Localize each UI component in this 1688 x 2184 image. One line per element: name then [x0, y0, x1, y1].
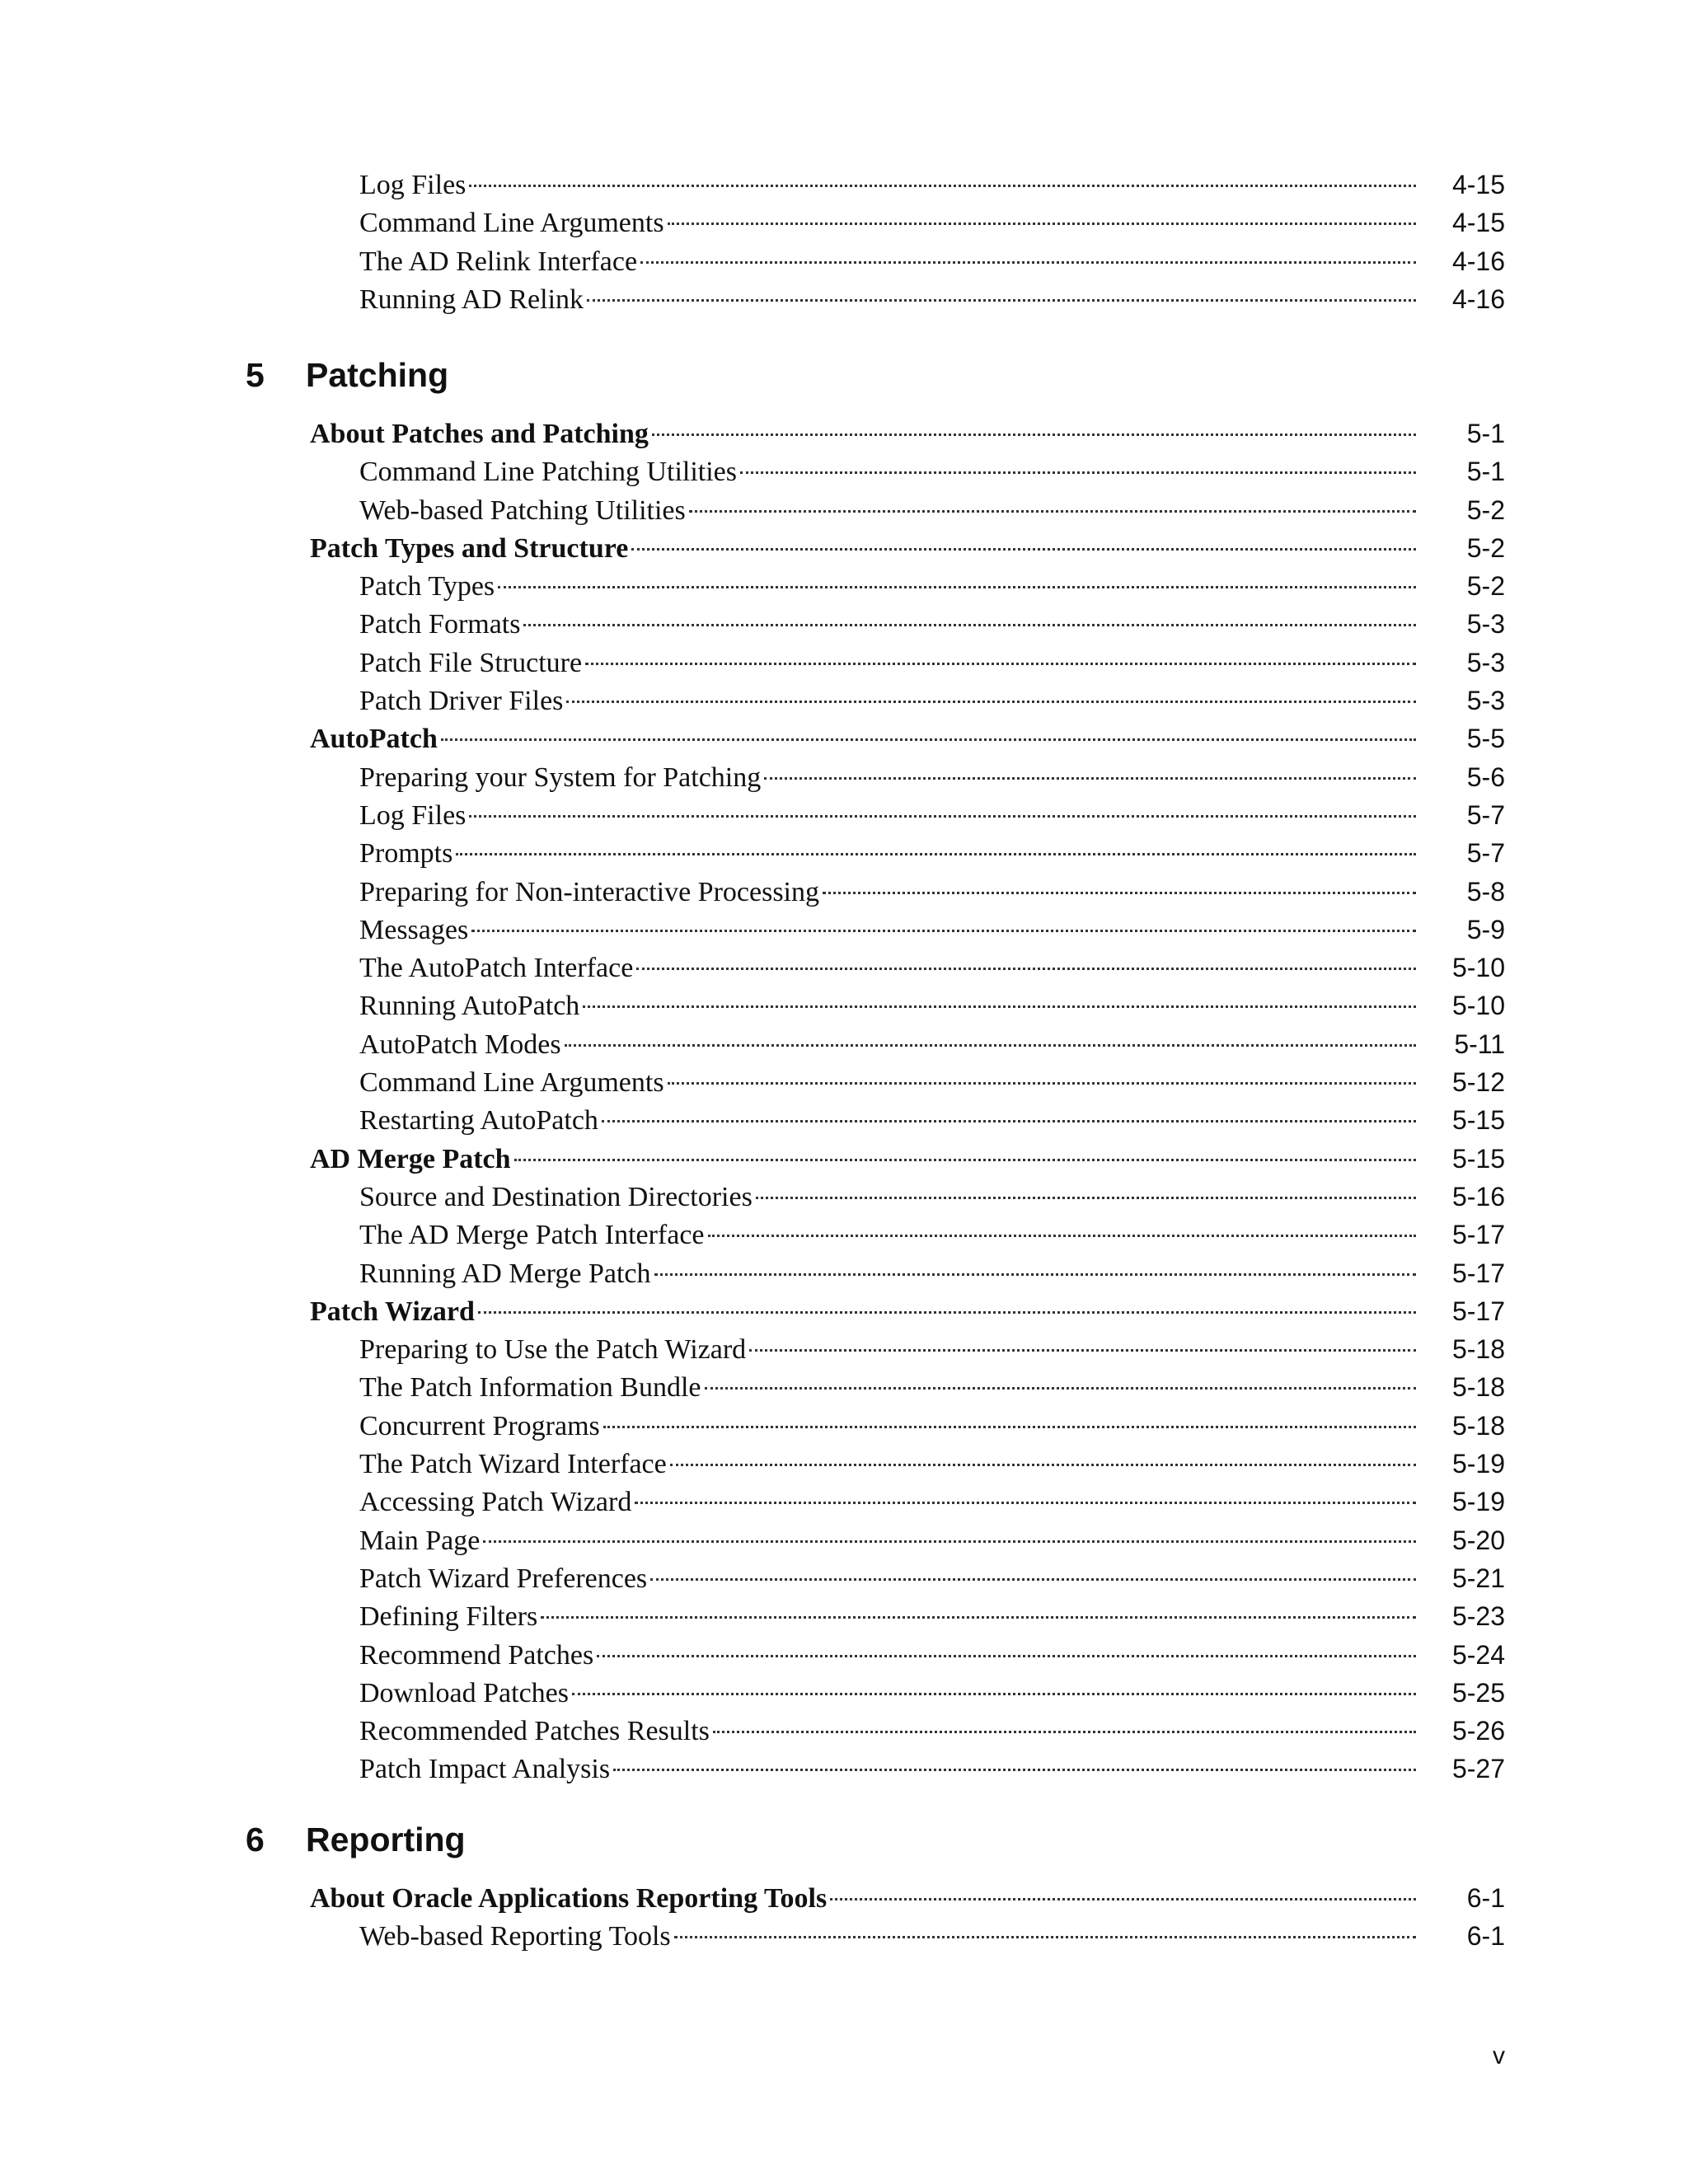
toc-page-ref: 4-15: [1451, 170, 1505, 199]
toc-section-entry[interactable]: [310, 419, 1505, 457]
dot-leader: [713, 1731, 1416, 1733]
toc-entry-title: Patch Types: [359, 571, 495, 602]
toc-entry-title: Patch Driver Files: [359, 686, 564, 716]
dot-leader: [602, 1120, 1416, 1122]
toc-subsection-entry[interactable]: [359, 1921, 1505, 1959]
toc-entry-title: Preparing your System for Patching: [359, 762, 762, 793]
toc-entry-title: The AD Merge Patch Interface: [359, 1220, 705, 1250]
toc-subsection-entry[interactable]: [359, 609, 1505, 647]
dot-leader: [514, 1159, 1416, 1161]
chapter-title[interactable]: Reporting: [306, 1821, 466, 1858]
toc-page-ref: 5-26: [1451, 1716, 1505, 1746]
chapter-number: 5: [246, 356, 265, 394]
toc-subsection-entry[interactable]: [359, 1067, 1505, 1105]
toc-entry-title: Web-based Patching Utilities: [359, 495, 686, 526]
dot-leader: [636, 968, 1416, 970]
toc-page-ref: 5-25: [1451, 1678, 1505, 1708]
toc-page-ref: 5-18: [1451, 1334, 1505, 1364]
toc-page-ref: 5-18: [1451, 1411, 1505, 1441]
dot-leader: [652, 434, 1416, 436]
dot-leader: [566, 701, 1416, 703]
toc-page-ref: 5-17: [1451, 1220, 1505, 1249]
toc-subsection-entry[interactable]: [359, 495, 1505, 533]
toc-page-ref: 5-21: [1451, 1563, 1505, 1593]
toc-entry-title: The Patch Wizard Interface: [359, 1449, 667, 1479]
toc-page-ref: 5-18: [1451, 1372, 1505, 1402]
toc-page-ref: 4-16: [1451, 246, 1505, 276]
dot-leader: [469, 185, 1416, 187]
toc-entry-title: Concurrent Programs: [359, 1411, 600, 1441]
dot-leader: [674, 1936, 1416, 1938]
toc-entry-title: Log Files: [359, 170, 467, 200]
toc-page-ref: 5-3: [1466, 648, 1505, 677]
toc-page-ref: 4-15: [1451, 208, 1505, 237]
toc-subsection-entry[interactable]: [359, 800, 1505, 838]
toc-subsection-entry[interactable]: [359, 1334, 1505, 1372]
toc-page-ref: 5-17: [1451, 1258, 1505, 1288]
toc-subsection-entry[interactable]: [359, 1754, 1505, 1792]
toc-page-ref: 5-2: [1466, 495, 1505, 525]
dot-leader: [541, 1616, 1416, 1619]
toc-page-ref: 5-10: [1451, 953, 1505, 982]
toc-page-ref: 5-1: [1466, 419, 1505, 448]
toc-subsection-entry[interactable]: [359, 246, 1505, 284]
toc-entry-title: Preparing to Use the Patch Wizard: [359, 1334, 747, 1365]
toc-entry-title: Running AutoPatch: [359, 991, 580, 1021]
toc-entry-title: AutoPatch Modes: [359, 1029, 561, 1060]
toc-subsection-entry[interactable]: [359, 1716, 1505, 1754]
toc-page-ref: 5-19: [1451, 1449, 1505, 1479]
dot-leader: [830, 1898, 1416, 1900]
toc-subsection-entry[interactable]: [359, 991, 1505, 1029]
toc-subsection-entry[interactable]: [359, 170, 1505, 208]
dot-leader: [689, 510, 1416, 513]
toc-entry-title: Restarting AutoPatch: [359, 1105, 598, 1136]
toc-entry-title: AutoPatch: [310, 724, 438, 754]
toc-entry-title: The AD Relink Interface: [359, 246, 638, 277]
toc-section-entry[interactable]: [310, 1144, 1505, 1182]
dot-leader: [756, 1197, 1416, 1199]
toc-page-ref: 5-19: [1451, 1487, 1505, 1516]
toc-page-ref: 5-11: [1454, 1029, 1505, 1059]
toc-page-ref: 5-5: [1466, 724, 1505, 753]
dot-leader: [668, 1082, 1416, 1085]
dot-leader: [478, 1311, 1416, 1314]
toc-subsection-entry[interactable]: [359, 1372, 1505, 1410]
dot-leader: [613, 1769, 1416, 1771]
toc-entry-title: Web-based Reporting Tools: [359, 1921, 671, 1952]
toc-page-ref: 6-1: [1466, 1921, 1505, 1951]
toc-entry-title: About Oracle Applications Reporting Tools: [310, 1883, 828, 1914]
toc-page-ref: 5-2: [1466, 571, 1505, 601]
dot-leader: [635, 1502, 1416, 1504]
dot-leader: [603, 1426, 1416, 1428]
dot-leader: [572, 1693, 1416, 1695]
toc-page-ref: 6-1: [1466, 1883, 1505, 1913]
toc-subsection-entry[interactable]: [359, 1182, 1505, 1220]
toc-entry-title: Source and Destination Directories: [359, 1182, 753, 1212]
toc-subsection-entry[interactable]: [359, 1601, 1505, 1639]
toc-subsection-entry[interactable]: [359, 1487, 1505, 1525]
dot-leader: [668, 223, 1416, 225]
toc-page-ref: 5-23: [1451, 1601, 1505, 1631]
page-number: v: [1493, 2042, 1505, 2069]
toc-page-ref: 5-17: [1451, 1296, 1505, 1326]
toc-page-ref: 5-15: [1451, 1105, 1505, 1135]
dot-leader: [471, 930, 1416, 932]
toc-subsection-entry[interactable]: [359, 1678, 1505, 1716]
dot-leader: [740, 471, 1416, 474]
toc-page-ref: 5-20: [1451, 1526, 1505, 1555]
toc-page-ref: 4-16: [1451, 284, 1505, 314]
toc-subsection-entry[interactable]: [359, 1640, 1505, 1678]
toc-subsection-entry[interactable]: [359, 915, 1505, 953]
toc-subsection-entry[interactable]: [359, 953, 1505, 991]
toc-page-ref: 5-3: [1466, 609, 1505, 639]
toc-entry-title: Patch Impact Analysis: [359, 1754, 611, 1784]
toc-entry-title: Defining Filters: [359, 1601, 538, 1632]
toc-entry-title: Command Line Arguments: [359, 1067, 664, 1098]
toc-page-ref: 5-12: [1451, 1067, 1505, 1097]
dot-leader: [585, 663, 1416, 665]
toc-subsection-entry[interactable]: [359, 1563, 1505, 1601]
toc-subsection-entry[interactable]: [359, 284, 1505, 322]
dot-leader: [631, 548, 1416, 551]
toc-page-ref: 5-3: [1466, 686, 1505, 715]
dot-leader: [565, 1044, 1416, 1047]
toc-entry-title: Main Page: [359, 1526, 481, 1556]
dot-leader: [498, 586, 1416, 588]
toc-subsection-entry[interactable]: [359, 762, 1505, 800]
toc-subsection-entry[interactable]: [359, 838, 1505, 876]
toc-entry-title: Patch File Structure: [359, 648, 583, 678]
dot-leader: [749, 1349, 1416, 1352]
toc-section-entry[interactable]: [310, 1883, 1505, 1921]
toc-entry-title: Recommended Patches Results: [359, 1716, 710, 1746]
toc-page-ref: 5-9: [1466, 915, 1505, 944]
toc-page-ref: 5-8: [1466, 877, 1505, 907]
toc-subsection-entry[interactable]: [359, 1411, 1505, 1449]
dot-leader: [483, 1540, 1416, 1543]
toc-entry-title: Messages: [359, 915, 469, 945]
toc-entry-title: Running AD Relink: [359, 284, 584, 315]
toc-entry-title: Patch Wizard Preferences: [359, 1563, 648, 1594]
toc-page-ref: 5-24: [1451, 1640, 1505, 1670]
toc-subsection-entry[interactable]: [359, 1258, 1505, 1296]
toc-page-ref: 5-2: [1466, 533, 1505, 563]
toc-entry-title: Patch Formats: [359, 609, 521, 640]
toc-entry-title: Prompts: [359, 838, 453, 869]
toc-section-entry[interactable]: [310, 533, 1505, 571]
dot-leader: [523, 624, 1416, 626]
toc-entry-title: Command Line Patching Utilities: [359, 457, 738, 487]
toc-page-ref: 5-16: [1451, 1182, 1505, 1212]
toc-entry-title: Accessing Patch Wizard: [359, 1487, 632, 1517]
toc-subsection-entry[interactable]: [359, 571, 1505, 609]
toc-page-ref: 5-7: [1466, 838, 1505, 868]
dot-leader: [456, 853, 1416, 855]
toc-page-ref: 5-15: [1451, 1144, 1505, 1174]
dot-leader: [640, 261, 1416, 264]
toc-entry-title: About Patches and Patching: [310, 419, 649, 449]
toc-entry-title: Download Patches: [359, 1678, 570, 1708]
toc-subsection-entry[interactable]: [359, 457, 1505, 494]
toc-subsection-entry[interactable]: [359, 1220, 1505, 1258]
dot-leader: [654, 1273, 1416, 1276]
toc-page-ref: 5-6: [1466, 762, 1505, 792]
dot-leader: [587, 299, 1416, 302]
toc-entry-title: Log Files: [359, 800, 467, 831]
toc-page-ref: 5-7: [1466, 800, 1505, 830]
dot-leader: [469, 815, 1416, 818]
toc-entry-title: Running AD Merge Patch: [359, 1258, 651, 1289]
toc-subsection-entry[interactable]: [359, 1449, 1505, 1487]
toc-section-entry[interactable]: [310, 1296, 1505, 1334]
toc-subsection-entry[interactable]: [359, 1029, 1505, 1067]
toc-page-ref: 5-10: [1451, 991, 1505, 1020]
toc-subsection-entry[interactable]: [359, 1526, 1505, 1563]
chapter-title[interactable]: Patching: [306, 356, 449, 394]
dot-leader: [708, 1235, 1416, 1237]
dot-leader: [597, 1655, 1416, 1657]
toc-subsection-entry[interactable]: [359, 877, 1505, 915]
dot-leader: [583, 1005, 1416, 1008]
toc-entry-title: Patch Wizard: [310, 1296, 475, 1327]
toc-subsection-entry[interactable]: [359, 208, 1505, 246]
toc-section-entry[interactable]: [310, 724, 1505, 762]
dot-leader: [650, 1578, 1416, 1581]
toc-subsection-entry[interactable]: [359, 648, 1505, 686]
toc-entry-title: The Patch Information Bundle: [359, 1372, 701, 1403]
toc-entry-title: Patch Types and Structure: [310, 533, 629, 564]
dot-leader: [670, 1464, 1416, 1466]
chapter-number: 6: [246, 1821, 265, 1858]
toc-entry-title: Recommend Patches: [359, 1640, 594, 1671]
toc-entry-title: AD Merge Patch: [310, 1144, 511, 1174]
toc-subsection-entry[interactable]: [359, 686, 1505, 724]
toc-page-ref: 5-1: [1466, 457, 1505, 486]
toc-entry-title: Preparing for Non-interactive Processing: [359, 877, 819, 907]
toc-page-ref: 5-27: [1451, 1754, 1505, 1783]
dot-leader: [705, 1387, 1416, 1390]
dot-leader: [441, 738, 1416, 741]
dot-leader: [823, 892, 1416, 894]
toc-entry-title: Command Line Arguments: [359, 208, 664, 238]
toc-subsection-entry[interactable]: [359, 1105, 1505, 1143]
toc-entry-title: The AutoPatch Interface: [359, 953, 634, 983]
dot-leader: [764, 777, 1416, 780]
